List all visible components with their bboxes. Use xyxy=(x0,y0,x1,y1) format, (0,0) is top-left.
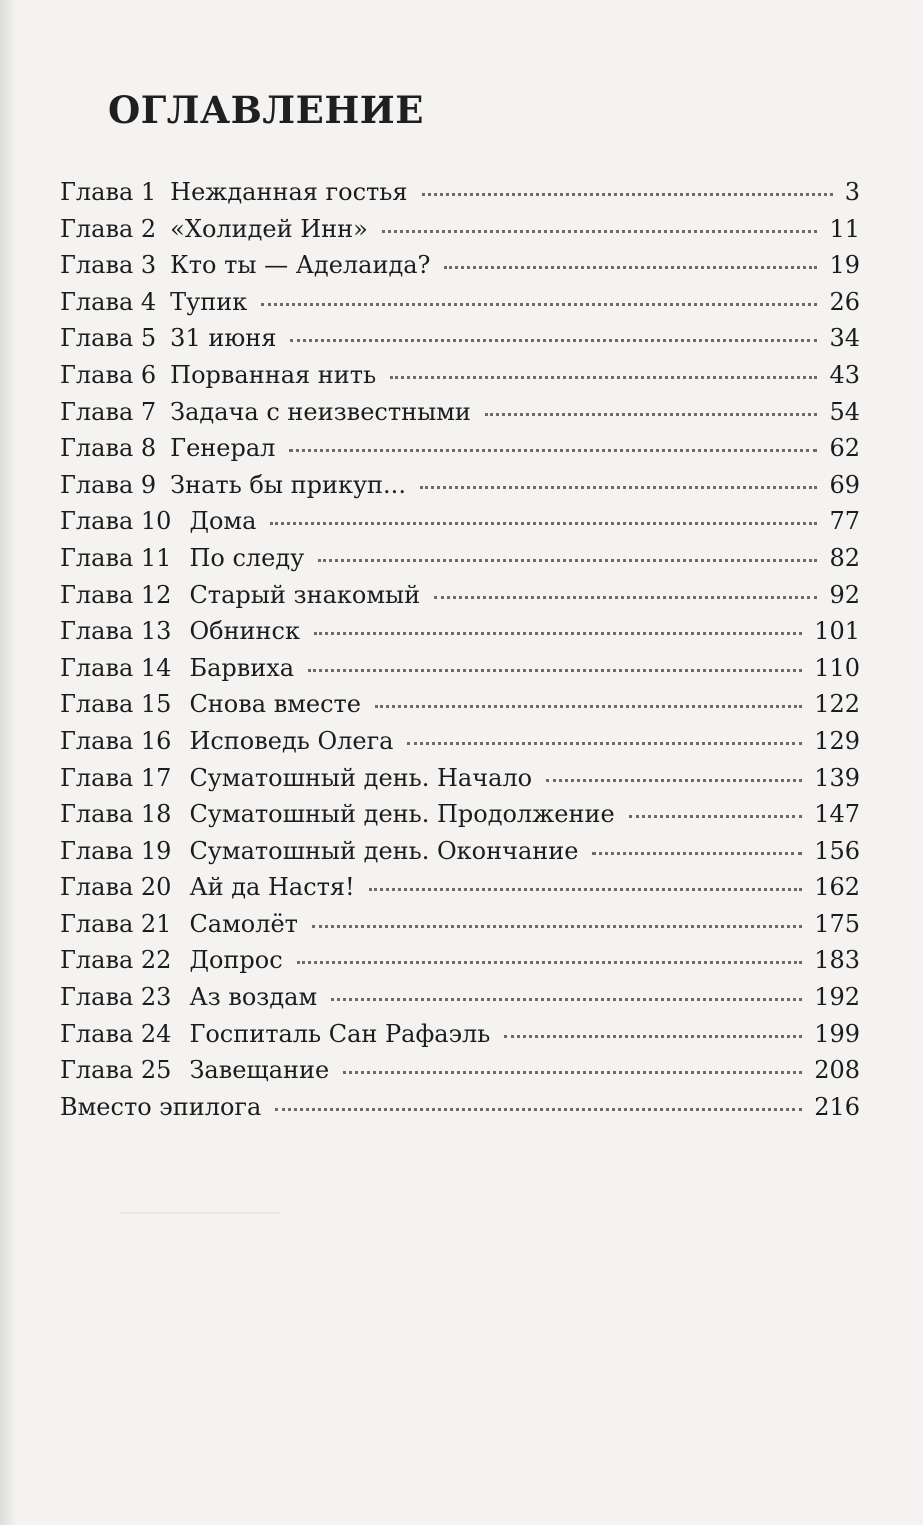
dot-leader xyxy=(289,449,817,452)
dot-leader xyxy=(592,852,802,855)
dot-leader xyxy=(504,1035,802,1038)
chapter-number: Глава 13 xyxy=(60,617,172,646)
page-number: 183 xyxy=(814,946,860,975)
toc-entry xyxy=(60,979,860,1016)
toc-entry xyxy=(60,174,860,211)
chapter-number: Глава 16 xyxy=(60,726,172,755)
chapter-number: Глава 18 xyxy=(60,800,172,829)
page-number: 192 xyxy=(814,983,860,1012)
dot-leader xyxy=(434,596,817,599)
toc-entry xyxy=(60,577,860,614)
dot-leader xyxy=(314,632,802,635)
chapter-number: Глава 14 xyxy=(60,653,172,682)
dot-leader xyxy=(369,888,802,891)
toc-entry xyxy=(60,1089,860,1126)
chapter-number: Глава 7 xyxy=(60,397,157,426)
toc-entry xyxy=(60,1052,860,1089)
toc-entry xyxy=(60,869,860,906)
chapter-title: Допрос xyxy=(189,946,283,975)
toc-entry xyxy=(60,613,860,650)
chapter-title: Обнинск xyxy=(189,617,300,646)
chapter-number: Глава 6 xyxy=(60,360,157,389)
chapter-number: Глава 10 xyxy=(60,507,172,536)
chapter-title: Суматошный день. Окончание xyxy=(189,836,579,865)
chapter-number: Глава 2 xyxy=(60,214,157,243)
chapter-title: Кто ты — Аделаида? xyxy=(170,251,431,280)
toc-entry xyxy=(60,284,860,321)
dot-leader xyxy=(318,559,817,562)
page-number: 101 xyxy=(814,617,860,646)
page-number: 175 xyxy=(814,909,860,938)
chapter-title: «Холидей Инн» xyxy=(170,214,368,243)
page-number: 92 xyxy=(829,580,860,609)
page-number: 19 xyxy=(829,251,860,280)
chapter-number: Глава 11 xyxy=(60,543,172,572)
toc-entry xyxy=(60,723,860,760)
chapter-number: Глава 5 xyxy=(60,324,157,353)
dot-leader xyxy=(290,339,817,342)
toc-entry xyxy=(60,1016,860,1053)
page-title: ОГЛАВЛЕНИЕ xyxy=(108,88,424,132)
page-number: 69 xyxy=(829,470,860,499)
page-number: 77 xyxy=(829,507,860,536)
chapter-number: Глава 1 xyxy=(60,178,157,206)
chapter-title: Ай да Настя! xyxy=(189,873,355,902)
page-number: 139 xyxy=(814,763,860,792)
chapter-title: 31 июня xyxy=(170,324,277,353)
dot-leader xyxy=(422,193,833,196)
dot-leader xyxy=(270,522,817,525)
chapter-title: Госпиталь Сан Рафаэль xyxy=(189,1019,491,1048)
chapter-title: Порванная нить xyxy=(170,360,377,389)
page-number: 216 xyxy=(814,1092,860,1121)
toc-entry xyxy=(60,540,860,577)
chapter-title: Суматошный день. Начало xyxy=(189,763,533,792)
chapter-title: Генерал xyxy=(170,434,276,463)
chapter-title: Снова вместе xyxy=(189,690,361,719)
chapter-number: Глава 3 xyxy=(60,251,157,280)
toc-entry xyxy=(60,320,860,357)
dot-leader xyxy=(546,779,802,782)
show-through-mark xyxy=(120,1212,280,1214)
toc-entry xyxy=(60,394,860,431)
chapter-title: Старый знакомый xyxy=(189,580,421,609)
page-number: 147 xyxy=(814,800,860,829)
chapter-number: Глава 4 xyxy=(60,287,157,316)
dot-leader xyxy=(375,705,802,708)
dot-leader xyxy=(343,1071,802,1074)
toc-entry xyxy=(60,357,860,394)
page-number: 3 xyxy=(844,178,860,206)
chapter-title: Завещание xyxy=(189,1056,330,1085)
chapter-title: Самолёт xyxy=(189,909,298,938)
page-number: 11 xyxy=(829,214,860,243)
chapter-number: Глава 9 xyxy=(60,470,157,499)
chapter-number: Глава 19 xyxy=(60,836,172,865)
page-number: 110 xyxy=(814,653,860,682)
toc-entry xyxy=(60,760,860,797)
page-number: 26 xyxy=(829,287,860,316)
page-number: 54 xyxy=(829,397,860,426)
chapter-number: Глава 24 xyxy=(60,1019,172,1048)
chapter-number: Глава 25 xyxy=(60,1056,172,1085)
chapter-title: Дома xyxy=(189,507,257,536)
toc-entry xyxy=(60,211,860,248)
page-number: 129 xyxy=(814,726,860,755)
dot-leader xyxy=(382,230,818,233)
toc-entry xyxy=(60,833,860,870)
dot-leader xyxy=(485,413,818,416)
page-number: 199 xyxy=(814,1019,860,1048)
dot-leader xyxy=(444,266,817,269)
chapter-number: Глава 23 xyxy=(60,983,172,1012)
toc-entry xyxy=(60,796,860,833)
dot-leader xyxy=(261,303,817,306)
page-number: 156 xyxy=(814,836,860,865)
dot-leader xyxy=(331,998,802,1001)
toc-entry xyxy=(60,247,860,284)
dot-leader xyxy=(629,815,803,818)
chapter-title: Барвиха xyxy=(189,653,295,682)
chapter-title: Знать бы прикуп... xyxy=(170,470,406,499)
dot-leader xyxy=(297,961,803,964)
toc-entry xyxy=(60,430,860,467)
table-of-contents xyxy=(60,174,860,1125)
chapter-title: Суматошный день. Продолжение xyxy=(189,800,615,829)
dot-leader xyxy=(390,376,817,379)
chapter-title: Задача с неизвестными xyxy=(170,397,471,426)
chapter-title: Вместо эпилога xyxy=(60,1092,262,1121)
page-number: 43 xyxy=(829,360,860,389)
dot-leader xyxy=(308,669,802,672)
toc-entry xyxy=(60,650,860,687)
dot-leader xyxy=(420,486,818,489)
page-edge-shadow xyxy=(0,0,16,1525)
page-number: 122 xyxy=(814,690,860,719)
chapter-number: Глава 22 xyxy=(60,946,172,975)
chapter-title: Исповедь Олега xyxy=(189,726,394,755)
toc-entry xyxy=(60,942,860,979)
page-number: 162 xyxy=(814,873,860,902)
toc-entry xyxy=(60,503,860,540)
chapter-number: Глава 12 xyxy=(60,580,172,609)
page-number: 62 xyxy=(829,434,860,463)
dot-leader xyxy=(407,742,802,745)
chapter-title: Тупик xyxy=(170,287,248,316)
chapter-number: Глава 17 xyxy=(60,763,172,792)
page-number: 34 xyxy=(829,324,860,353)
dot-leader xyxy=(275,1108,802,1111)
chapter-number: Глава 15 xyxy=(60,690,172,719)
dot-leader xyxy=(312,925,802,928)
page-number: 82 xyxy=(829,543,860,572)
chapter-number: Глава 20 xyxy=(60,873,172,902)
toc-entry xyxy=(60,467,860,504)
toc-entry xyxy=(60,686,860,723)
toc-entry xyxy=(60,906,860,943)
chapter-title: По следу xyxy=(189,543,305,572)
chapter-number: Глава 8 xyxy=(60,434,157,463)
chapter-title: Аз воздам xyxy=(189,983,318,1012)
chapter-title: Нежданная гостья xyxy=(170,178,408,206)
page-number: 208 xyxy=(814,1056,860,1085)
chapter-number: Глава 21 xyxy=(60,909,172,938)
